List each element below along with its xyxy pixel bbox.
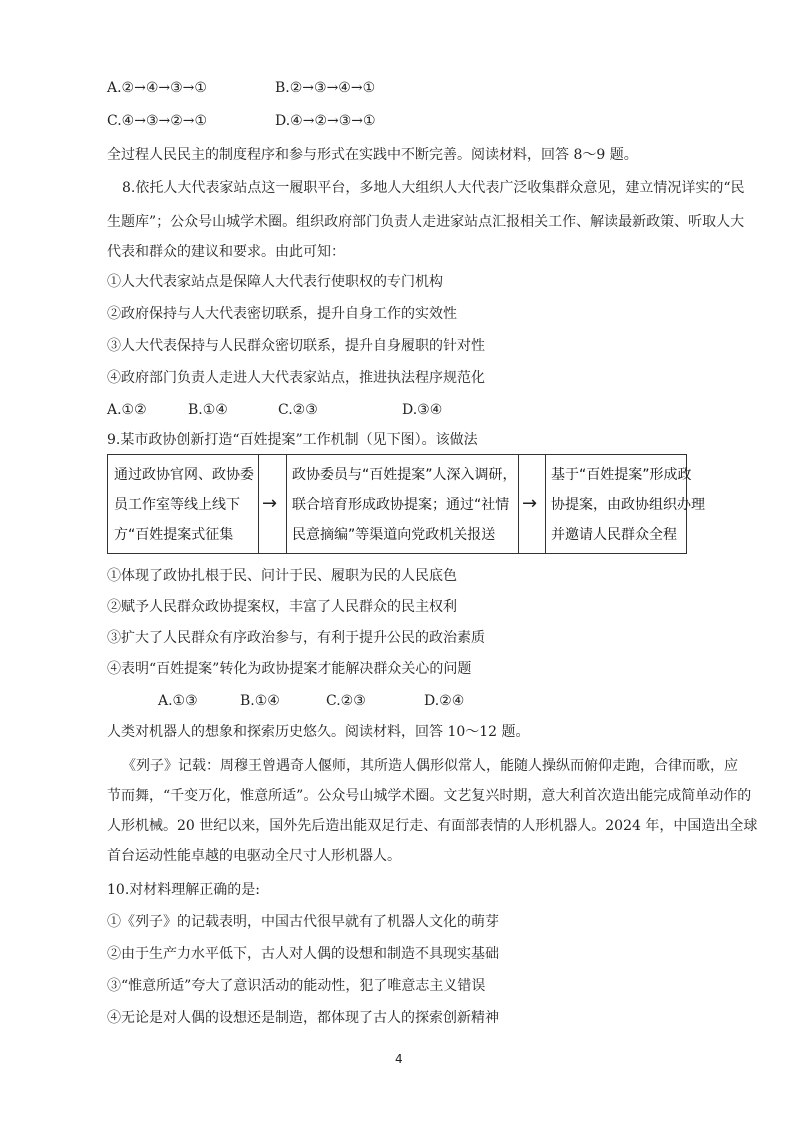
q9-option-c: C.②③ xyxy=(326,693,366,709)
q8-stem-line-1: 8.依托人大代表家站点这一履职平台，多地人大组织人大代表广泛收集群众意见，建立情况详实的“民 xyxy=(122,180,745,196)
flow-step-1-line-1: 通过政协官网、政协委 xyxy=(114,467,254,483)
q9-option-b: B.①④ xyxy=(240,693,280,709)
flow-step-2-line-3: 民意摘编”等渠道向党政机关报送 xyxy=(292,527,496,543)
material-line-3: 人形机械。20 世纪以来，国外先后造出能双足行走、有面部表情的人形机器人。2024 年，中国造出全球 xyxy=(107,818,758,834)
flow-step-3 xyxy=(545,455,705,553)
q8-option-c: C.②③ xyxy=(278,402,318,418)
flow-divider xyxy=(518,455,519,553)
flow-step-1-line-2: 员工作室等线上线下 xyxy=(114,497,240,513)
flow-step-3-line-1: 基于“百姓提案”形成政 xyxy=(551,467,692,483)
option-d-prev: D.④→②→③→① xyxy=(275,113,376,129)
q9-flowchart xyxy=(107,454,705,554)
q8-item-2: ②政府保持与人大代表密切联系，提升自身工作的实效性 xyxy=(107,306,457,322)
q9-stem: 9.某市政协创新打造“百姓提案”工作机制（见下图）。该做法 xyxy=(107,432,478,448)
flow-divider xyxy=(258,455,259,553)
material-line-1: 《列子》记载：周穆王曾遇奇人偃师，其所造人偶形似常人，能随人操纵而俯仰走跑，合律而歌，应 xyxy=(122,758,738,774)
material-line-4: 首台运动性能卓越的电驱动全尺寸人形机器人。 xyxy=(107,848,401,864)
intro-questions-10-12: 人类对机器人的想象和探索历史悠久。阅读材料，回答 10～12 题。 xyxy=(107,724,530,740)
q9-option-a: A.①③ xyxy=(158,693,198,709)
q8-item-1: ①人大代表家站点是保障人大代表行使职权的专门机构 xyxy=(107,274,443,290)
page-number: 4 xyxy=(395,1052,403,1066)
q8-option-d: D.③④ xyxy=(402,402,443,418)
flow-step-2 xyxy=(286,455,518,553)
q8-item-4: ④政府部门负责人走进人大代表家站点，推进执法程序规范化 xyxy=(107,370,485,386)
option-c-prev: C.④→③→②→① xyxy=(107,113,208,129)
q8-option-b: B.①④ xyxy=(188,402,228,418)
q8-stem-line-2: 生题库”；公众号山城学术圈。组织政府部门负责人走进家站点汇报相关工作、解读最新政策、听取人大 xyxy=(107,214,745,230)
option-b-prev: B.②→③→④→① xyxy=(275,80,376,96)
q9-item-3: ③扩大了人民群众有序政治参与，有利于提升公民的政治素质 xyxy=(107,630,485,646)
q10-item-1: ①《列子》的记载表明，中国古代很早就有了机器人文化的萌芽 xyxy=(107,914,499,930)
material-line-2: 节而舞，“千变万化，惟意所适”。公众号山城学术圈。文艺复兴时期，意大利首次造出能完成简单动作的 xyxy=(107,788,752,804)
q10-item-4: ④无论是对人偶的设想还是制造，都体现了古人的探索创新精神 xyxy=(107,1010,499,1026)
flow-arrow-icon: → xyxy=(522,493,538,514)
flow-step-3-line-3: 并邀请人民群众全程 xyxy=(551,527,677,543)
q9-item-4: ④表明“百姓提案”转化为政协提案才能解决群众关心的问题 xyxy=(107,661,472,677)
q9-item-2: ②赋予人民群众政协提案权，丰富了人民群众的民主权利 xyxy=(107,599,457,615)
q10-item-3: ③“惟意所适”夸大了意识活动的能动性，犯了唯意志主义错误 xyxy=(107,978,486,994)
flow-step-2-line-1: 政协委员与“百姓提案”人深入调研， xyxy=(292,467,517,483)
flow-arrow-icon: → xyxy=(262,493,278,514)
flow-step-1-line-3: 方“百姓提案式征集 xyxy=(114,527,234,543)
q8-item-3: ③人大代表保持与人民群众密切联系，提升自身履职的针对性 xyxy=(107,338,485,354)
q8-stem-line-3: 代表和群众的建议和要求。由此可知： xyxy=(107,244,345,260)
intro-questions-8-9: 全过程人民民主的制度程序和参与形式在实践中不断完善。阅读材料，回答 8～9 题。 xyxy=(107,147,638,163)
q9-option-d: D.②④ xyxy=(424,693,465,709)
q9-item-1: ①体现了政协扎根于民、问计于民、履职为民的人民底色 xyxy=(107,568,457,584)
flow-step-3-line-2: 协提案，由政协组织办理 xyxy=(551,497,705,513)
q8-option-a: A.①② xyxy=(107,402,147,418)
q10-item-2: ②由于生产力水平低下，古人对人偶的设想和制造不具现实基础 xyxy=(107,946,499,962)
flow-step-1 xyxy=(108,455,258,553)
option-a-prev: A.②→④→③→① xyxy=(107,80,207,96)
q10-stem: 10.对材料理解正确的是: xyxy=(107,882,260,898)
flow-step-2-line-2: 联合培育形成政协提案；通过“社情 xyxy=(292,497,510,513)
